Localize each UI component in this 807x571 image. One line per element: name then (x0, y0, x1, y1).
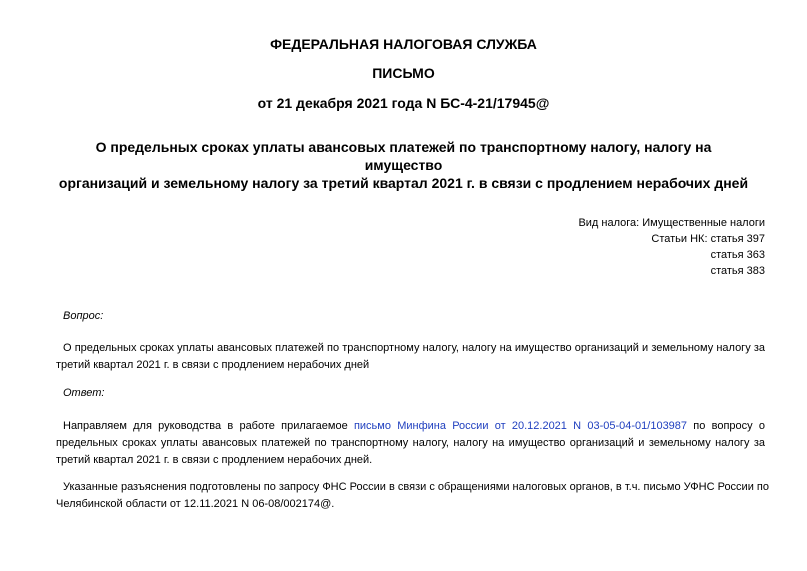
subject-line-2: организаций и земельному налогу за третий квартал 2021 г. в связи с продлением нерабочих дней (58, 175, 749, 191)
minfin-letter-link[interactable]: письмо Минфина России от 20.12.2021 N 03-05-04-01/103987 (353, 420, 688, 432)
answer-label: Ответ: (63, 387, 105, 399)
document-date-number: от 21 декабря 2021 года N БС-4-21/17945@ (257, 95, 550, 111)
answer-text-after: по вопросу о предельных сроках уплаты авансовых платежей по транспортному налогу, налогу на имущество организаций и земельному налогу за третий квартал 2021 г. в связи с продлением нерабочих дней. (56, 420, 765, 466)
document-subject (55, 138, 752, 192)
question-text: О предельных сроках уплаты авансовых платежей по транспортному налогу, налогу на имущество организаций и земельному налогу за третий квартал 2021 г. в связи с продлением нерабочих дней (56, 342, 765, 371)
question-label: Вопрос: (63, 310, 104, 322)
document-type: ПИСЬМО (372, 65, 435, 81)
tax-type: Вид налога: Имущественные налоги (578, 217, 765, 229)
tax-code-article-363: статья 363 (710, 249, 765, 261)
answer-note: Указанные разъяснения подготовлены по запросу ФНС России в связи с обращениями налоговых органов, в т.ч. письмо УФНС России по Челябинской области от 12.11.2021 N 06-08/002174@. (56, 481, 769, 510)
agency-title: ФЕДЕРАЛЬНАЯ НАЛОГОВАЯ СЛУЖБА (270, 36, 537, 52)
tax-code-article-383: статья 383 (710, 265, 765, 277)
answer-text (56, 418, 765, 469)
answer-text-before: Направляем для руководства в работе прилагаемое (63, 420, 354, 432)
subject-line-1: О предельных сроках уплаты авансовых платежей по транспортному налогу, налогу на имущество (95, 139, 712, 173)
tax-code-articles: Статьи НК: статья 397 (651, 233, 765, 245)
